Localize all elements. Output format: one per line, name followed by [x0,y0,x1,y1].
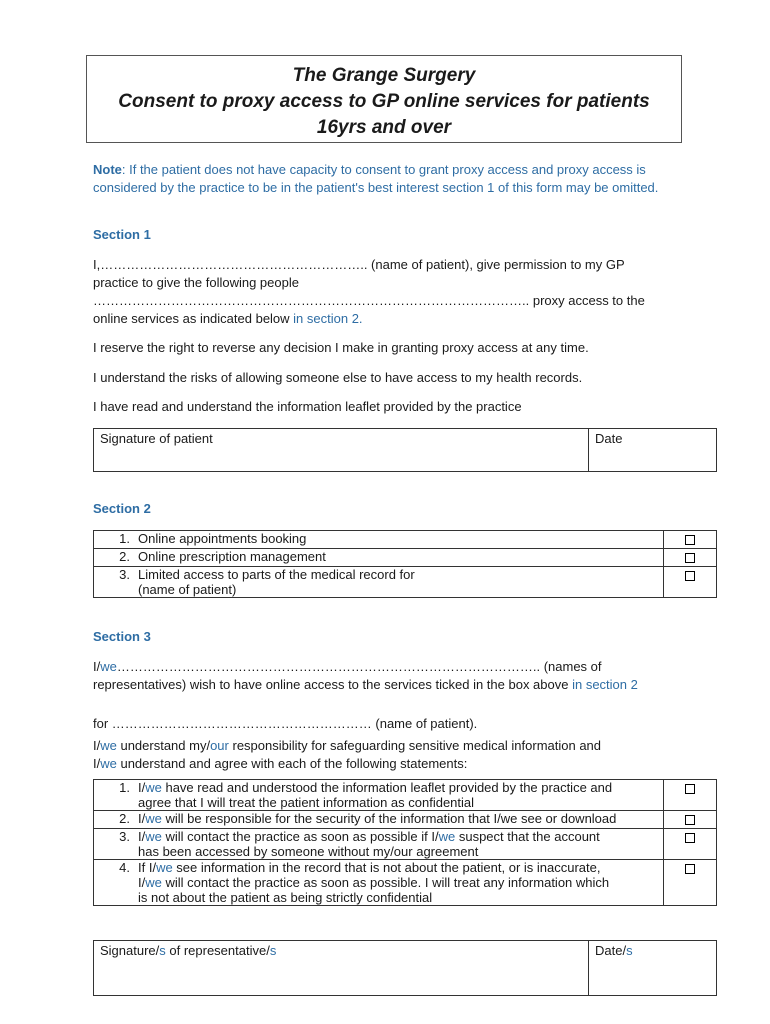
service-checkbox[interactable] [685,535,695,545]
our-text: our [210,738,229,753]
representatives-paragraph [93,658,673,694]
we-text: we [145,875,162,890]
i-text: I/ [93,756,101,771]
service-row [94,549,717,567]
statement-text: suspect that the account [455,829,600,844]
service-num: 3. [119,567,130,582]
section2-ref: in section 2 [572,677,638,692]
statement-text: will be responsible for the security of the information that I/we see or download [161,811,617,826]
statement-row: 1. I/we have read and understood the information leaflet provided by the practice and agree that I will treat the patient information as confidential [94,780,717,811]
note-text: : If the patient does not have capacity to consent to grant proxy access and proxy access is considered by the practice to be in the patient's best interest section 1 of this form may be omitted. [93,162,659,195]
statements-table [93,779,717,906]
agree-text: understand and agree with each of the following statements: [116,756,468,771]
service-checkbox[interactable] [685,553,695,563]
statement-num: 3. [119,829,130,844]
representative-date-field[interactable] [589,941,717,996]
patient-date-field[interactable] [589,429,717,472]
for-patient-text: for …………………………………………………… (name of patient). [93,716,478,731]
we-text: we [100,659,117,674]
form-title-cont: 16yrs and over [316,117,452,138]
i-text: I/ [93,738,101,753]
statement-text: will contact the practice as soon as possible if I/ [161,829,439,844]
statement-checkbox[interactable] [685,833,695,843]
statement-text-cont: has been accessed by someone without my/our agreement [138,844,479,859]
we-text: we [100,756,117,771]
service-checkbox[interactable] [685,571,695,581]
responsibility-text [93,737,693,773]
note-paragraph [93,161,683,197]
resp-text-a: understand my/ [116,738,211,753]
reserve-right-text: I reserve the right to reverse any decision I make in granting proxy access at any time. [93,340,589,355]
service-label: Online appointments booking [138,531,307,546]
statement-text-cont: agree that I will treat the patient information as confidential [138,795,475,810]
we-text: we [156,860,173,875]
statement-checkbox[interactable] [685,784,695,794]
service-label: Online prescription management [138,549,326,564]
statement-num: 4. [119,860,130,875]
we-text: we [100,738,117,753]
representatives-text: …………………………………………………………………………………….. (names of representatives) wish to have online access to the services ticked in the box above [93,659,602,692]
statement-num: 2. [119,811,130,826]
patient-signature-label: Signature of patient [100,431,213,446]
statement-row: 2. I/we will be responsible for the security of the information that I/we see or download [94,811,717,829]
service-label-cont: (name of patient) [138,582,237,597]
statement-checkbox[interactable] [685,815,695,825]
rep-sig-label-b: of representative/ [165,943,270,958]
patient-signature-field[interactable] [94,429,589,472]
statement-checkbox[interactable] [685,864,695,874]
representative-signature-field[interactable] [94,941,589,996]
service-label: Limited access to parts of the medical record for [138,567,415,582]
rep-sig-s: s [159,943,166,958]
statement-text-cont: is not about the patient as being strictly confidential [138,890,433,905]
patient-date-label: Date [595,431,623,446]
service-row [94,567,717,598]
service-num: 1. [119,531,130,546]
rep-sig-s: s [269,943,277,958]
patient-signature-table [93,428,717,472]
rep-sig-label: Signature/ [100,943,160,958]
statement-text: have read and understood the information leaflet provided by the practice and [161,780,613,795]
consent-section-ref: in section 2. [293,311,363,326]
consent-text: I,…………………………………………………….. (name of patient), give permission to my GP practice to give the following people ……………………………………………………………………………………….. proxy access to the online services as indicated below [93,257,645,326]
surgery-name: The Grange Surgery [292,65,476,86]
statement-row: 3. I/we will contact the practice as soon as possible if I/we suspect that the account has been accessed by someone without my/our agreement [94,829,717,860]
section1-heading: Section 1 [93,227,151,242]
section1-consent [93,256,673,328]
statement-text-cont: will contact the practice as soon as possible. I will treat any information which [161,875,610,890]
i-text: I/ [138,875,146,890]
note-label: Note [93,162,122,177]
section3-heading: Section 3 [93,629,151,644]
service-row [94,531,717,549]
i-text: I/ [93,659,101,674]
we-text: we [145,829,162,844]
form-title: Consent to proxy access to GP online services for patients [118,91,650,112]
understand-risks-text: I understand the risks of allowing someone else to have access to my health records. [93,370,583,385]
read-leaflet-text: I have read and understand the information leaflet provided by the practice [93,399,522,414]
representative-signature-table [93,940,717,996]
statement-text: see information in the record that is not about the patient, or is inaccurate, [172,860,601,875]
we-text: we [145,811,162,826]
statement-row: 4. If I/we see information in the record that is not about the patient, or is inaccurate, I/we will contact the practice as soon as possible. I will treat any information which is not about the patient as being strictly confidential [94,860,717,906]
resp-text-b: responsibility for safeguarding sensitive medical information and [228,738,602,753]
services-table [93,530,717,598]
section2-heading: Section 2 [93,501,151,516]
service-num: 2. [119,549,130,564]
title-box [86,55,682,143]
rep-date-s: s [626,943,633,958]
statement-num: 1. [119,780,130,795]
we-text: we [145,780,162,795]
rep-date-label: Date/ [595,943,627,958]
we-text: we [438,829,456,844]
